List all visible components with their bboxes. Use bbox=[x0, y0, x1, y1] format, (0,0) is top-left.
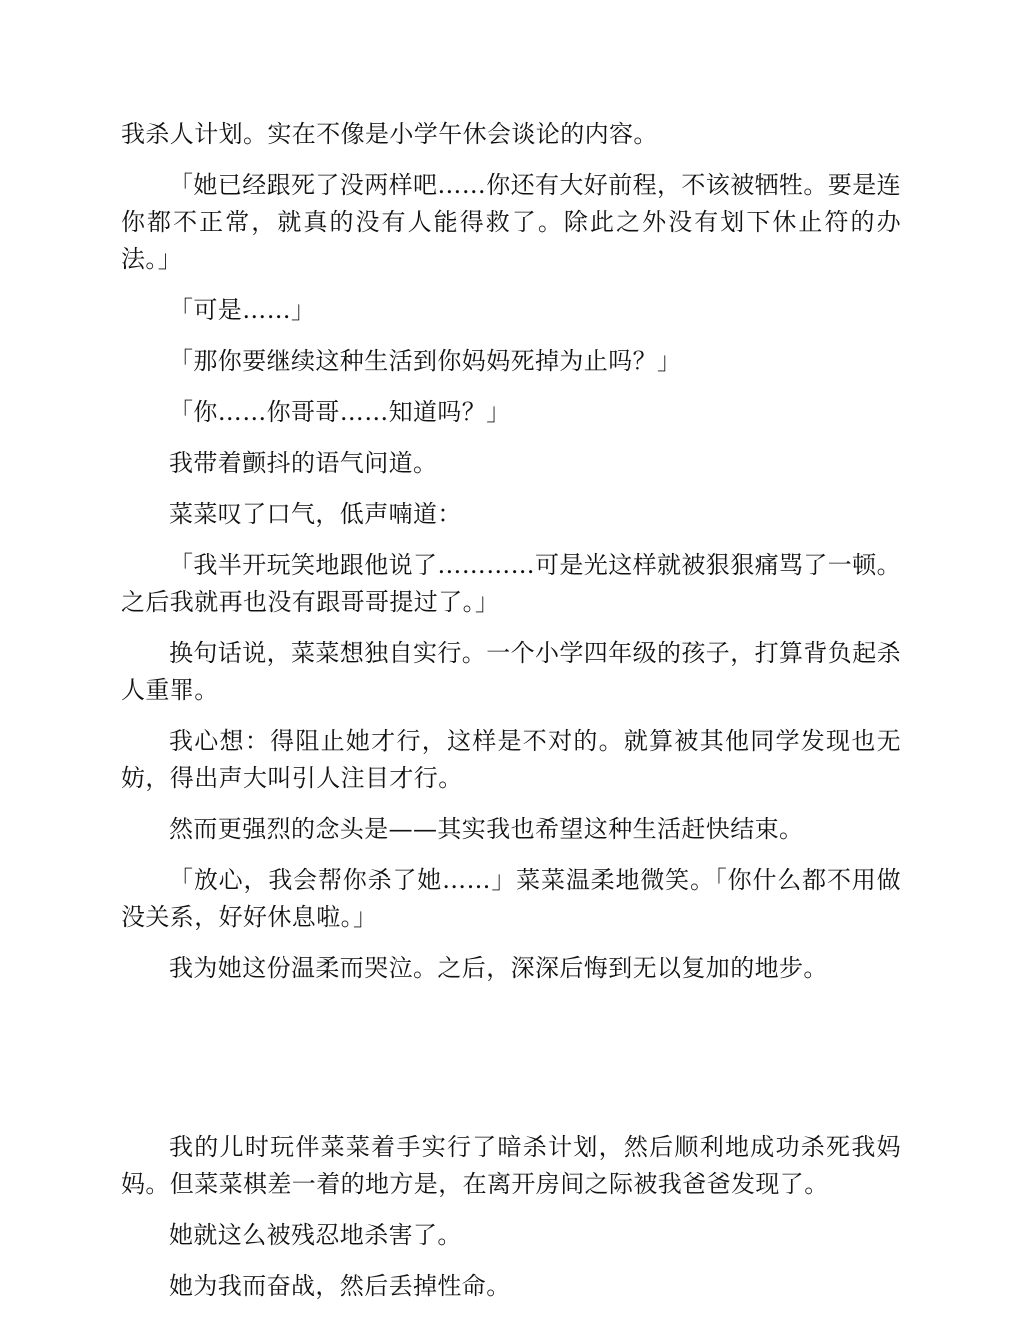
paragraph: 「可是……」 bbox=[169, 296, 316, 324]
paragraph: 她就这么被残忍地杀害了。 bbox=[169, 1221, 462, 1249]
paragraph: 「我半开玩笑地跟他说了…………可是光这样就被狠狠痛骂了一顿。之后我就再也没有跟哥哥提过了。」 bbox=[121, 551, 901, 616]
paragraph: 我的儿时玩伴菜菜着手实行了暗杀计划，然后顺利地成功杀死我妈妈。但菜菜棋差一着的地方是，在离开房间之际被我爸爸发现了。 bbox=[121, 1133, 901, 1198]
paragraph: 我心想：得阻止她才行，这样是不对的。就算被其他同学发现也无妨，得出声大叫引人注目才行。 bbox=[121, 727, 901, 792]
text-body bbox=[121, 116, 901, 1319]
paragraph: 换句话说，菜菜想独自实行。一个小学四年级的孩子，打算背负起杀人重罪。 bbox=[121, 639, 901, 704]
paragraph: 我带着颤抖的语气问道。 bbox=[169, 449, 438, 477]
paragraph: 「你……你哥哥……知道吗？」 bbox=[169, 398, 511, 426]
paragraph: 「那你要继续这种生活到你妈妈死掉为止吗？」 bbox=[169, 347, 682, 375]
paragraph: 菜菜叹了口气，低声喃道： bbox=[169, 500, 462, 528]
paragraph: 我为她这份温柔而哭泣。之后，深深后悔到无以复加的地步。 bbox=[169, 954, 828, 982]
paragraph: 她为我而奋战，然后丢掉性命。 bbox=[169, 1272, 511, 1300]
section-break bbox=[121, 1001, 901, 1129]
paragraph: 然而更强烈的念头是——其实我也希望这种生活赶快结束。 bbox=[169, 815, 804, 843]
paragraph: 「她已经跟死了没两样吧……你还有大好前程，不该被牺牲。要是连你都不正常，就真的没有人能得救了。除此之外没有划下休止符的办法。」 bbox=[121, 171, 901, 273]
paragraph: 「放心，我会帮你杀了她……」菜菜温柔地微笑。「你什么都不用做没关系，好好休息啦。」 bbox=[121, 866, 901, 931]
paragraph: 我杀人计划。实在不像是小学午休会谈论的内容。 bbox=[121, 120, 658, 148]
